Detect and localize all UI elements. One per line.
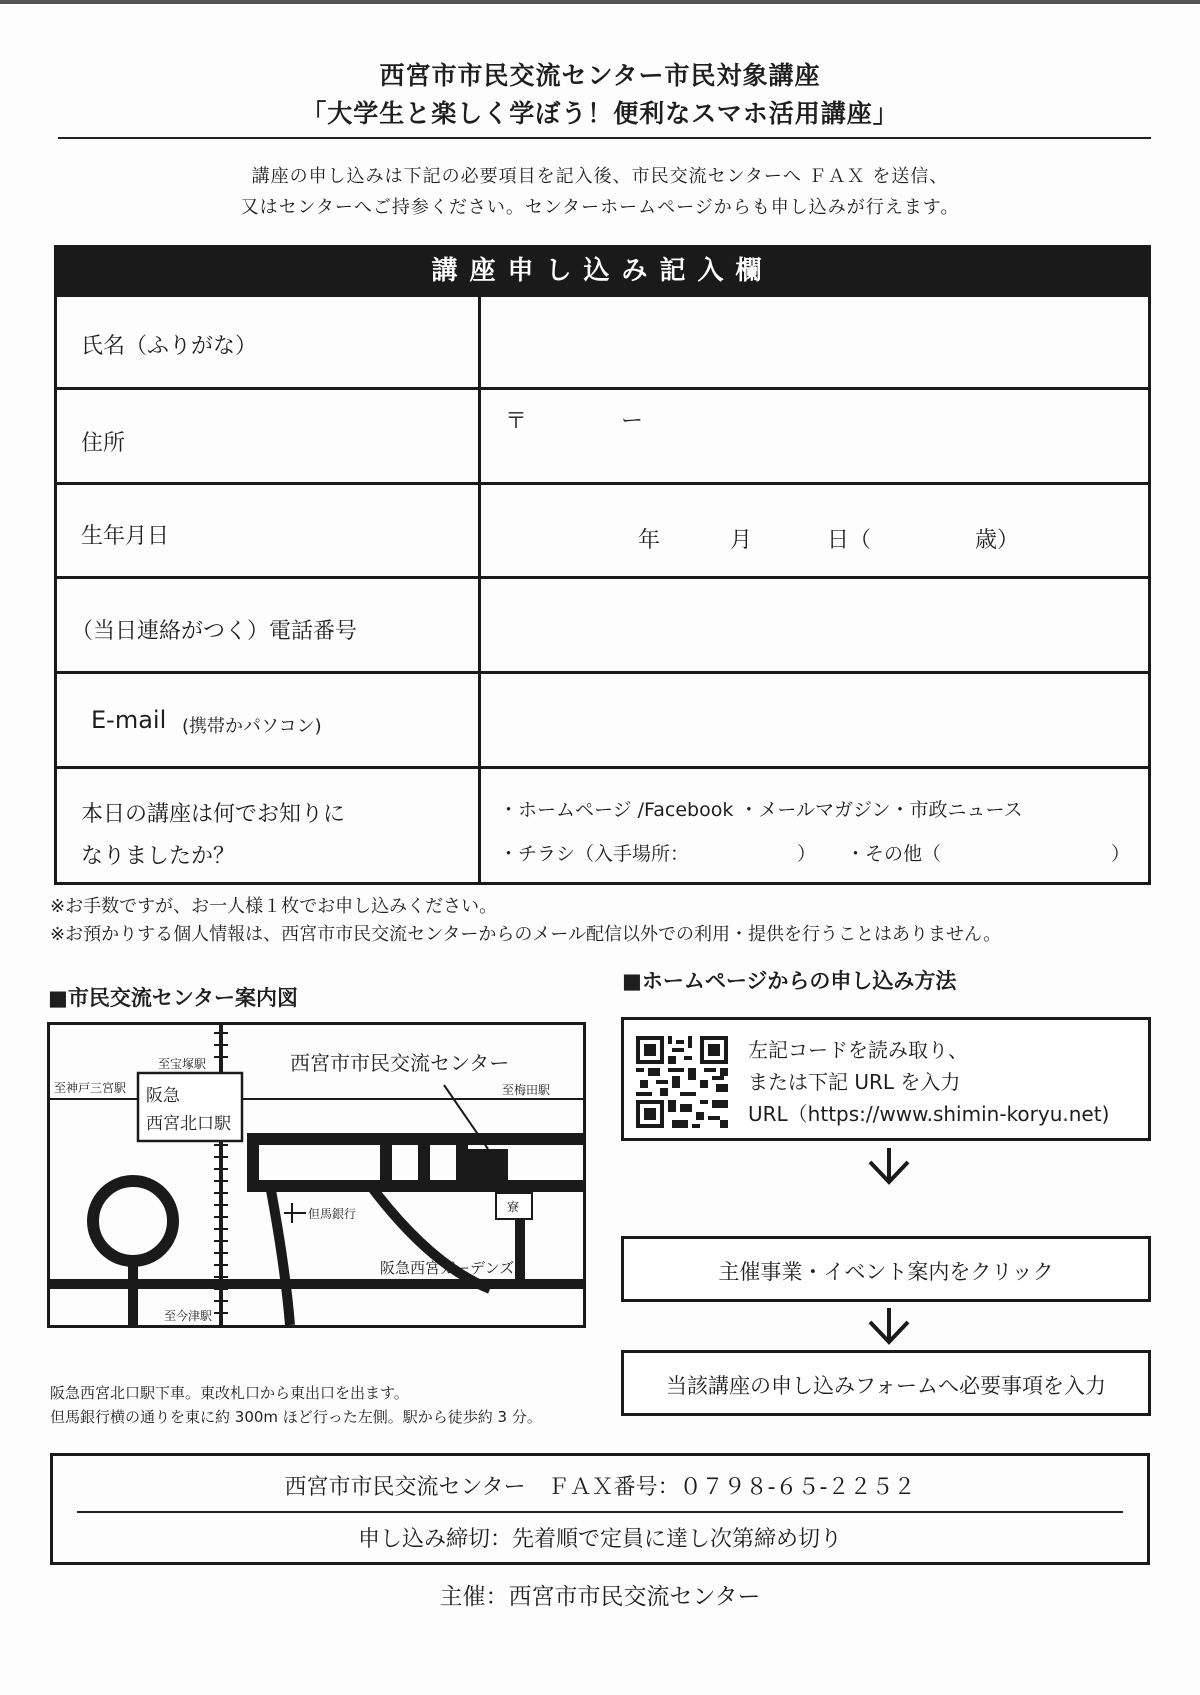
access-map [47,1022,586,1328]
source-flyer-option[interactable]: ・チラシ（入手場所： [499,843,690,865]
arrow-down-icon [866,1306,912,1346]
source-other-close: ） [1111,843,1131,865]
roundabout-dot [151,1247,163,1259]
map-section-heading: ■市民交流センター案内図 [48,986,299,1010]
source-flyer-close: ） [797,843,817,865]
map-label-kobe: 至神戸三宮駅 [54,1081,127,1095]
phone-label-cell [57,579,481,671]
map-label-takarazuka: 至宝塚駅 [158,1057,207,1071]
directions-line2: 但馬銀行横の通りを東に約 300m ほど行った左側。駅から徒歩約 3 分。 [50,1408,542,1426]
top-edge-line [0,0,1200,4]
step2-text: 主催事業・イベント案内をクリック [718,1260,1054,1284]
source-label-line2: なりましたか？ [81,844,236,869]
birth-label: 生年月日 [81,524,170,549]
step2-box [621,1236,1151,1302]
form-row-email [57,671,1148,766]
directions-line1: 阪急西宮北口駅下車。東改札口から東出口を出ます。 [50,1384,409,1402]
source-other-option[interactable]: ・その他（ [846,843,942,865]
email-input-cell[interactable] [481,674,1148,766]
page-title-line1: 西宮市市民交流センター市民対象講座 [379,61,821,90]
birth-input-cell[interactable] [481,485,1148,576]
map-label-umeda: 至梅田駅 [502,1083,551,1097]
map-label-station-line1: 阪急 [146,1086,180,1106]
block-left [247,1133,259,1192]
email-label-sub: (携帯かパソコン) [182,716,322,737]
block-bottom [247,1180,583,1192]
map-label-police: 寮 [507,1200,520,1214]
organizer-text: 主催：西宮市市民交流センター [439,1584,761,1610]
postal-dash: ー [621,409,644,434]
phone-input-cell[interactable] [481,579,1148,671]
block-top [247,1133,583,1145]
contact-rule [77,1511,1123,1513]
intro-line1: 講座の申し込みは下記の必要項目を記入後、市民交流センターへ ＦＡＸ を送信、 [251,166,949,187]
birth-year-unit: 年 [638,528,661,553]
qr-step-box [621,1017,1151,1141]
source-label-cell [57,769,481,882]
source-options-line1[interactable]: ・ホームページ /Facebook ・メールマガジン・市政ニュース [499,799,1023,821]
birth-label-cell [57,485,481,576]
source-label-line1: 本日の講座は何でお知りに [81,802,346,827]
name-label: 氏名（ふりがな） [81,334,258,359]
center-building [468,1149,508,1185]
name-input-cell[interactable] [481,297,1148,387]
birth-age-unit: 歳） [975,528,1020,553]
birth-month-unit: 月 [730,528,753,553]
title-rule [58,137,1151,139]
curved-road-west [270,1185,290,1325]
form-heading: 講座申し込み記入欄 [57,248,1148,294]
map-label-bank: 但馬銀行 [308,1207,357,1221]
note-1: ※お手数ですが、お一人様１枚でお申し込みください。 [50,896,498,917]
email-label-cell [57,674,481,766]
map-label-gardens: 阪急西宮ガーデンズ [380,1259,515,1277]
form-row-name [57,294,1148,387]
arrow-down-icon [866,1146,912,1186]
note-2: ※お預かりする個人情報は、西宮市市民交流センターからのメール配信以外での利用・提供を行うことはありません。 [50,924,1002,945]
map-label-station-line2: 西宮北口駅 [146,1114,231,1134]
address-label: 住所 [81,431,126,456]
qr-instruction-line1: 左記コードを読み取り、 [748,1038,968,1062]
main-road [50,1279,583,1289]
postal-mark: 〒 [505,409,528,434]
form-row-source [57,766,1148,882]
phone-label: （当日連絡がつく）電話番号 [71,619,358,644]
qr-instruction-line2: または下記 URL を入力 [748,1070,961,1094]
qr-code-icon[interactable] [636,1036,728,1128]
birth-day-unit: 日（ [827,528,872,553]
deadline-text: 申し込み締切：先着順で定員に達し次第締め切り [357,1527,842,1552]
step3-text: 当該講座の申し込みフォームへ必要事項を入力 [666,1374,1106,1398]
url-link[interactable]: URL（https://www.shimin-koryu.net) [748,1102,1110,1126]
form-row-birthdate [57,482,1148,576]
name-label-cell [57,297,481,387]
source-options-cell [481,769,1148,882]
intro-line2: 又はセンターへご持参ください。センターホームページからも申し込みが行えます。 [240,197,960,218]
step3-box [621,1350,1151,1416]
web-section-heading: ■ホームページからの申し込み方法 [622,969,957,993]
email-label-main: E-mail [91,706,167,734]
map-label-imazu: 至今津駅 [164,1309,213,1323]
contact-box [50,1453,1150,1565]
application-form [54,245,1151,885]
page-title-line2: 「大学生と楽しく学ぼう！便利なスマホ活用講座」 [301,99,899,128]
fax-line: 西宮市市民交流センター ＦＡＸ番号：０７９８-６５-２２５２ [284,1475,916,1500]
map-label-center: 西宮市市民交流センター [290,1051,510,1075]
address-label-cell [57,390,481,482]
form-row-address [57,387,1148,482]
form-row-phone [57,576,1148,671]
address-input-cell[interactable] [481,390,1148,482]
